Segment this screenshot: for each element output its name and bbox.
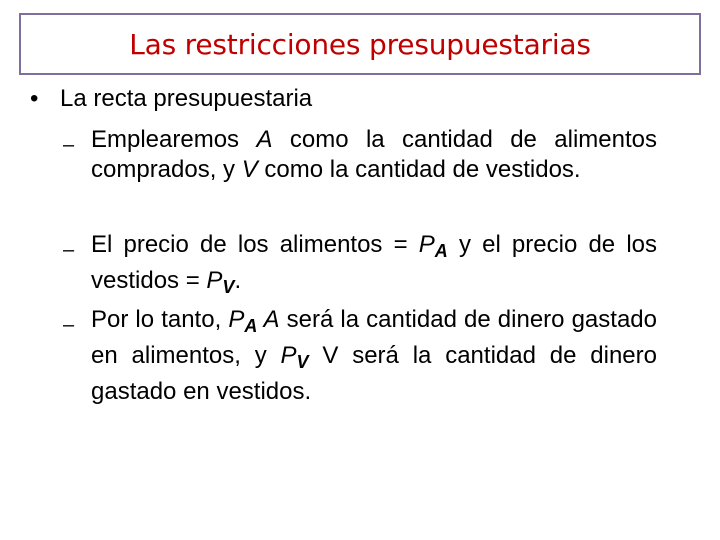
bullet-item (30, 84, 312, 114)
bullet-text: La recta presupuestaria (60, 85, 313, 112)
sub-item-marker: – (63, 134, 75, 156)
sub-item-3 (63, 305, 657, 407)
sub-item-marker: – (63, 314, 75, 336)
sub-item-text: Emplearemos A como la cantidad de alimentos comprados, y V como la cantidad de vestidos. (91, 126, 657, 183)
sub-item-1 (63, 125, 657, 185)
slide-title: Las restricciones presupuestarias (129, 27, 591, 61)
sub-item-text: Por lo tanto, $P_A$ A será la cantidad de dinero gastado en alimentos, y $P_V$ V será la cantidad de dinero gastado en vestidos. (91, 306, 657, 405)
sub-item-2 (63, 230, 657, 302)
sub-item-text: El precio de los alimentos = $P_A$ y el precio de los vestidos = $P_V$. (91, 231, 657, 297)
sub-item-marker: – (63, 239, 75, 261)
bullet-marker: • (30, 85, 39, 112)
